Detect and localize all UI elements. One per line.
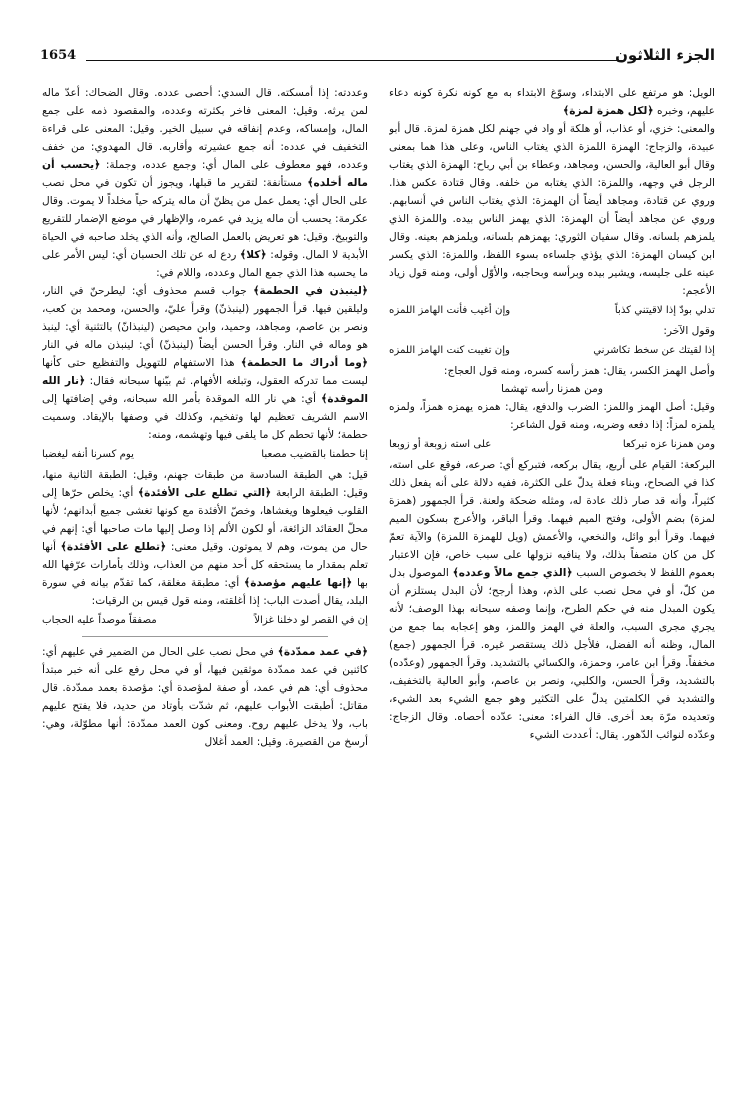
quran-quote: ﴿لينبذن في الحطمة﴾ — [253, 285, 368, 297]
quran-quote: ﴿الذي جمع مالاً وعدده﴾ — [452, 567, 573, 579]
quran-quote: ﴿في عمد ممدّدة﴾ — [277, 646, 368, 658]
quran-quote: ﴿تطلع على الأفئدة﴾ — [60, 541, 167, 553]
quran-quote: ﴿يحسب أن ماله أخلده﴾ — [42, 159, 368, 189]
page-number: 1654 — [40, 48, 77, 63]
quran-quote: ﴿التي تطلع على الأفئدة﴾ — [137, 487, 272, 499]
paragraph: البركعة: القيام على أربع، يقال بركعه، فتبركع أي: صرعه، فوقع على استه، كذا في الصحاح، وبناء فعلة يدلّ على الكثرة، ففيه دلالة على أنه يفعل ذلك كثيراً، وأنه قد صار ذلك عادة له، ومثله ضحكة ولعنة. قرأ الجمهور (همزة لمزة) بضم الأولى، وفتح الميم فيهما. وقرأ الباقر، والأعرج بسكون الميم فيهما. وقرأ أبو وائل، والنخعي، والأعمش (ويل للهمزة اللمزة) والآية تعمّ كل من كان متصفاً بذلك، ولا ينافيه نزولها على سبب خاص، فإن الاعتبار بعموم اللفظ لا بخصوص السبب ﴿الذي جمع مالاً وعدده﴾ الموصول بدل من كلّ، أو في محل نصب على الذم، وهذا أرجح؛ لأن البدل يستلزم أن يكون المبدل منه في حكم الطرح، وإنما وصفه سبحانه بهذا الوصف؛ لأنه يجري مجرى السبب، والعلة في الهمز واللمز، وهو إعجابه بما جمع من المال، وظنه أنه الفضل، فلأجل ذلك يستقصر غيره. قرأ الجمهور (جمع) مخففاً. وقرأ ابن عامر، وحمزة، والكسائي بالتشديد. وقرأ الجمهور (وعدّده) بالتشديد، وقرأ الحسن، والكلبي، ونصر بن عاصم، وأبو العالية بالتخفيف، والتشديد في الكلمتين يدلّ على التكثير وهو جمع الشيء بعد الشيء، وتعديده مرّة بعد أخرى. قال الفراء: معنى: عدّده أحصاه. وقال الزجاج: وعدّده لنوائب الدّهور. يقال: أعددت الشيء — [389, 459, 715, 741]
poetry-verse: إنا حطمنا بالقضيب مصعبا يوم كسرنا أنفه ليغضبا — [42, 449, 368, 460]
paragraph: قيل: هي الطبقة السادسة من طبقات جهنم، وقيل: الطبقة الثانية منها، وقيل: الطبقة الرابعة ﴿التي تطلع على الأفئدة﴾ أي: يخلص حرّها إلى القلوب فيعلوها ويغشاها، وخصّ الأفئدة مع كونها تغشى جميع أبدانهم؛ لأنها محلّ العقائد الزائغة، أو لكون الألم إذا وصل إليها مات صاحبها أي: إنهم في حال من يموت، وهم لا يموتون. وقيل معنى: ﴿تطلع على الأفئدة﴾ أنها تعلم بمقدار ما يستحقه كل أحد منهم من العذاب، وذلك بأمارات عرّفها الله بها ﴿إنها عليهم مؤصدة﴾ أي: مطبقة مغلقة، كما تقدّم بيانه في سورة البلد، يقال أصدت الباب: إذا أغلقته، ومنه قول قيس بن الرقيات: — [42, 469, 368, 607]
right-column — [389, 84, 715, 1094]
divider — [82, 636, 328, 637]
poetry-verse: إن في القصر لو دخلنا غزالاً مصفقاً موصداً عليه الحجاب — [42, 615, 368, 626]
quran-quote: ﴿لكل همزة لمزة﴾ — [563, 105, 654, 117]
running-title: الجزء الثلاثون — [615, 46, 715, 64]
poetry-verse: ومن همزنا رأسه تهشما — [501, 383, 603, 395]
left-column — [42, 84, 368, 1094]
poetry-verse: ومن همزنا عزه تبركعا على استه زوبعة أو زوبعا — [389, 439, 715, 450]
quran-quote: ﴿كلا﴾ — [240, 249, 267, 261]
paragraph: وقول الآخر: — [663, 325, 715, 337]
paragraph: وأصل الهمز الكسر، يقال: همز رأسه كسره، ومنه قول العجاج: — [443, 365, 715, 377]
quran-quote: ﴿وما أدراك ما الحطمة﴾ — [240, 357, 368, 369]
quran-quote: ﴿نار الله الموقدة﴾ — [42, 375, 368, 405]
paragraph: الويل: هو مرتفع على الابتداء، وسوّغ الابتداء به مع كونه نكرة كونه دعاء عليهم، وخبره ﴿لكل همزة لمزة﴾ — [389, 87, 715, 117]
header-rule — [86, 60, 623, 61]
paragraph: وعددته: إذا أمسكته. قال السدي: أحصى عدده. وقال الضحاك: أعدّ ماله لمن يرثه. وقيل: المعنى فاخر بكثرته وعدده، والمقصود ذمه على جمع المال، وإمساكه، وعدم إنفاقه في سبيل الخير. وقيل: المعنى على قراءة التخفيف في عدده: أنه جمع عشيرته وأقاربه. قال المهدوي: من خفف وعدده، فهو معطوف على المال أي: وجمع عدده، وجملة: ﴿يحسب أن ماله أخلده﴾ مستأنفة: لتقرير ما قبلها، ويجوز أن تكون في محل نصب على الحال أي: يعمل عمل من يظنّ أن ماله يتركه حياً مخلداً لا يموت. وقال عكرمة: يحسب أن ماله يزيد في عمره، والإظهار في موضع الإضمار للتقريع والتوبيخ. وقيل: هو تعريض بالعمل الصالح، وأنه الذي يخلد صاحبه في الحياة الأبدية لا المال. وقوله: ﴿كلا﴾ ردع له عن تلك الحسبان أي: ليس الأمر على ما يحسبه هذا الذي جمع المال وعدده، واللام في: — [42, 87, 368, 279]
paragraph: وقيل: أصل الهمز واللمز: الضرب والدفع، يقال: همزه يهمزه همزاً، ولمزه يلمزه لمزاً: إذا دفعه وضربه، ومنه قول الشاعر: — [389, 401, 715, 431]
paragraph: ﴿لينبذن في الحطمة﴾ جواب قسم محذوف أي: ليطرحنّ في النار، وليلقين فيها. قرأ الجمهور (لينبذنّ) وقرأ عليّ، والحسن، ومحمد بن كعب، ونصر بن عاصم، ومجاهد، وحميد، وابن محيصن (لينبذانّ) بالتثنية أي: لينبذ هو وماله في النار. وقرأ الحسن أيضاً (لينبذنّ) أي: لينبذن ماله في النار ﴿وما أدراك ما الحطمة﴾ هذا الاستفهام للتهويل والتفظيع حتى كأنها ليست مما تدركه العقول، وتبلغه الأفهام. ثم بيّنها سبحانه فقال: ﴿نار الله الموقدة﴾ أي: هي نار الله الموقدة بأمر الله سبحانه، وفي إضافتها إلى الاسم الشريف تعظيم لها وتفخيم، وكذلك في وصفها بالإيقاد. وسميت حطمة؛ لأنها تحطم كل ما يلقى فيها وتهشمه، ومنه: — [42, 285, 368, 441]
paragraph: والمعنى: خزي، أو عذاب، أو هلكة أو واد في جهنم لكل همزة لمزة. قال أبو عبيدة، والزجاج: الهمزة اللمزة الذي يغتاب الناس، وعلى هذا هما بمعنى وقال أبو العالية، والحسن، ومجاهد، وعطاء بن أبي رباح: الهمزة الذي يغتاب الرجل في وجهه، واللمزة: الذي يغتابه من خلفه. وقال قتادة عكس هذا. وروي عن قتادة، ومجاهد أيضاً أن الهمزة: الذي يغتاب الناس في أنسابهم. وروي عن مجاهد أيضاً أن الهمزة: الذي يهمز الناس بيده. واللمزة الذي يلمزهم بلسانه. وقال سفيان الثوري: يهمزهم بلسانه، ويلمزهم بعينه. وقال ابن كيسان الهمزة: الذي يؤذي جلساءه بسوء اللفظ، واللمزة: الذي يكسر عينه على جليسه، ويشير بيده وبرأسه وبحاجبه، والأوّل أولى، ومنه قول زياد الأعجم: — [389, 123, 715, 297]
page-header — [40, 46, 715, 70]
paragraph: ﴿في عمد ممدّدة﴾ في محل نصب على الحال من الضمير في عليهم أي: كائنين في عمد ممدّدة موثقين فيها، أو في محل رفع على أنه خبر مبتدأ محذوف أي: هم في عمد، أو صفة لمؤصدة أي: مؤصدة بعمد ممدّدة. قال مقاتل: أطبقت الأبواب عليهم، ثم شدّت بأوتاد من حديد، فلا يفتح عليهم باب، ولا يدخل عليهم روح. ومعنى كون العمد ممدّدة: أنها مطوّلة، وهي: أرسخ من القصيرة. وقيل: العمد أغلال — [42, 646, 368, 748]
quran-quote: ﴿إنها عليهم مؤصدة﴾ — [244, 577, 353, 589]
poetry-verse: تدلي بودّ إذا لاقيتني كذباً وإن أغيب فأنت الهامز اللمزه — [389, 305, 715, 316]
poetry-verse: إذا لقيتك عن سخط تكاشرني وإن تغيبت كنت الهامز اللمزه — [389, 345, 715, 356]
